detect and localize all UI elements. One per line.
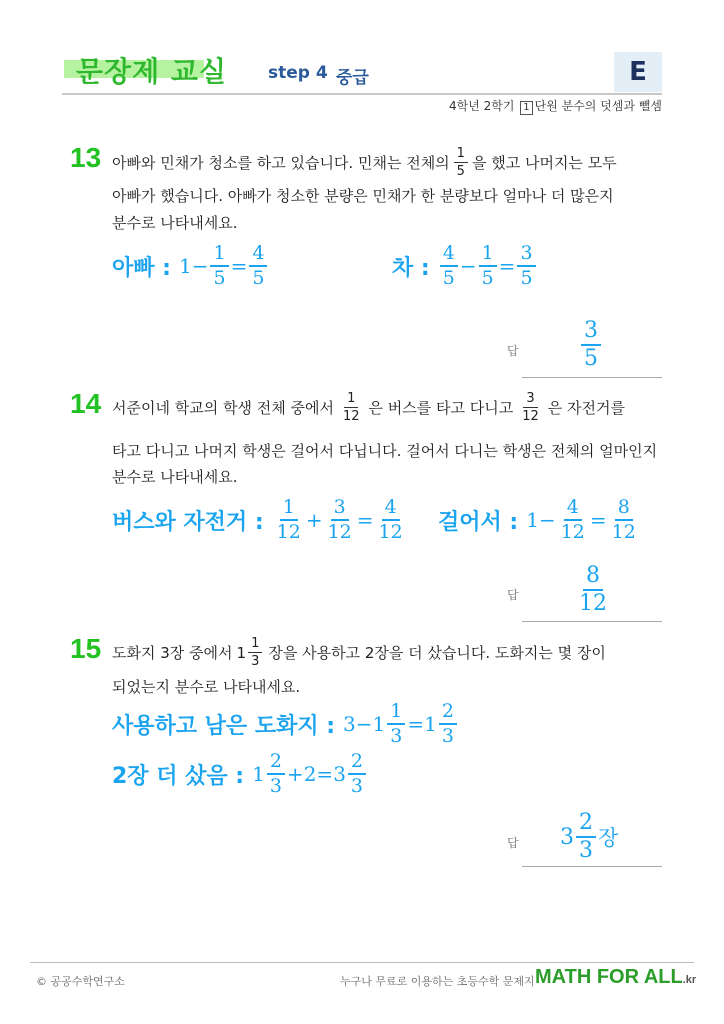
problem-15-mixed-number (237, 637, 265, 668)
footer-slogan: 누구나 무료로 이용하는 초등수학 문제지 (340, 975, 535, 988)
fraction-denominator: 12 (378, 521, 403, 543)
fraction-numerator: 1 (387, 702, 405, 725)
fraction-numerator: 4 (382, 498, 400, 521)
mixed-whole: 3 (560, 824, 574, 850)
fraction-denominator: 12 (276, 521, 301, 543)
fraction-numerator: 3 (517, 244, 535, 267)
solution-label: 사용하고 남은 도화지 : (112, 713, 336, 739)
site-logo (535, 966, 696, 989)
operator: − (191, 254, 209, 278)
fraction-numerator: 2 (348, 752, 366, 775)
problem-15-text-a: 도화지 3장 중에서 (112, 644, 233, 662)
solution-14-bus-bike (112, 498, 408, 542)
step-label: step 4 (268, 63, 328, 83)
fraction-denominator: 5 (252, 267, 265, 289)
fraction-denominator: 12 (611, 521, 636, 543)
solution-label: 아빠 : (112, 255, 171, 281)
fraction-numerator: 3 (523, 392, 537, 408)
problem-14-line-3: 분수로 나타내세요. (112, 468, 238, 486)
solution-fraction (325, 498, 355, 542)
solution-fraction (517, 244, 535, 288)
operator: − (459, 254, 477, 278)
answer-fraction (576, 565, 610, 615)
unit-subtitle (449, 97, 662, 115)
grade-box: E (614, 52, 662, 92)
mixed-whole: 1 (236, 643, 247, 662)
fraction-denominator: 3 (350, 775, 364, 797)
fraction-numerator: 2 (267, 752, 285, 775)
problem-number-15: 15 (70, 633, 102, 664)
problem-number-14: 14 (70, 388, 102, 419)
solution-label: 걸어서 : (438, 509, 519, 535)
solution-fraction (440, 244, 458, 288)
fraction-denominator: 5 (584, 346, 598, 371)
fraction-numerator: 1 (248, 637, 262, 653)
equals-sign: = (589, 508, 607, 532)
answer-fraction (581, 320, 601, 370)
fraction-denominator: 12 (342, 409, 360, 424)
operator: − (355, 712, 373, 736)
problem-14-text-c: 은 자전거를 (547, 399, 625, 417)
answer-label-14: 답 (507, 588, 519, 602)
fraction-numerator: 1 (479, 244, 497, 267)
problem-14-line-1 (112, 392, 625, 423)
problem-number-13: 13 (70, 142, 102, 173)
solution-mixed-number (424, 702, 459, 746)
problem-13-line-2: 아빠가 했습니다. 아빠가 청소한 분량은 민채가 한 분량보다 얼마나 더 많은지 (112, 187, 614, 205)
fraction-numerator: 1 (280, 498, 298, 521)
brand-title: 문장제 교실 (76, 55, 227, 88)
solution-mixed-number (373, 702, 408, 746)
mixed-whole: 1 (424, 712, 437, 736)
fraction-denominator: 5 (520, 267, 533, 289)
mixed-fraction (348, 752, 366, 796)
mixed-whole: 1 (372, 712, 386, 736)
fraction-numerator: 1 (454, 147, 468, 163)
solution-term: 3 (343, 712, 356, 736)
fraction-numerator: 1 (210, 244, 228, 267)
equals-sign: = (356, 508, 374, 532)
fraction-denominator: 5 (456, 164, 465, 179)
fraction-denominator: 12 (327, 521, 352, 543)
fraction-denominator: 12 (560, 521, 585, 543)
problem-13-line-1 (112, 147, 617, 178)
solution-13-dad (112, 244, 269, 288)
fraction-numerator: 2 (576, 812, 596, 838)
equals-sign: = (407, 712, 425, 736)
solution-fraction (274, 498, 304, 542)
mixed-fraction (387, 702, 405, 746)
subtitle-grade: 4학년 2학기 (448, 99, 515, 113)
problem-14-line-2: 타고 다니고 나머지 학생은 걸어서 다닙니다. 걸어서 다니는 학생은 전체의 얼마인지 (112, 442, 658, 460)
problem-13-fraction (454, 147, 468, 178)
fraction-denominator: 5 (213, 267, 226, 289)
solution-term: 2 (303, 762, 317, 786)
fraction-numerator: 8 (583, 565, 603, 591)
operator: − (538, 508, 556, 532)
fraction-denominator: 12 (522, 409, 539, 424)
solution-mixed-number (333, 752, 368, 796)
answer-mixed-number (560, 812, 598, 862)
fraction-numerator: 4 (440, 244, 458, 267)
fraction-denominator: 3 (441, 725, 454, 747)
fraction-denominator: 3 (390, 725, 403, 747)
mixed-whole: 1 (252, 762, 265, 786)
fraction-denominator: 3 (579, 838, 593, 863)
solution-mixed-number (252, 752, 287, 796)
fraction-numerator: 1 (344, 392, 358, 408)
logo-suffix: .kr (682, 974, 697, 986)
problem-15-text-b: 장을 사용하고 2장을 더 샀습니다. 도화지는 몇 장이 (268, 644, 606, 662)
solution-label: 2장 더 샀음 : (112, 763, 245, 789)
problem-13-text-b: 을 했고 나머지는 모두 (471, 154, 617, 172)
equals-sign: = (316, 762, 334, 786)
subtitle-unit: 단원 분수의 덧셈과 뺄셈 (534, 99, 662, 113)
unit-number: 1 (520, 101, 532, 115)
solution-fraction (558, 498, 588, 542)
solution-15-remaining (112, 702, 459, 746)
fraction-numerator: 3 (581, 320, 601, 346)
equals-sign: = (498, 254, 516, 278)
solution-fraction (210, 244, 228, 288)
answer-15 (560, 812, 618, 862)
solution-fraction (479, 244, 497, 288)
solution-term: 1 (526, 508, 539, 532)
answer-label-13: 답 (507, 344, 519, 358)
solution-15-total (112, 752, 368, 796)
solution-13-difference (392, 244, 538, 288)
fraction-numerator: 3 (331, 498, 349, 521)
answer-line-13 (522, 377, 662, 378)
mixed-fraction (267, 752, 285, 796)
problem-14-text-a: 서준이네 학교의 학생 전체 중에서 (112, 399, 334, 417)
header-divider (62, 93, 662, 95)
logo-text: MATH FOR ALL (535, 966, 683, 988)
answer-14 (574, 565, 612, 615)
problem-14-fraction-bike (519, 392, 542, 423)
fraction-numerator: 8 (615, 498, 633, 521)
operator: + (286, 762, 304, 786)
solution-label: 차 : (392, 255, 430, 281)
mixed-fraction (576, 812, 596, 862)
answer-label-15: 답 (507, 836, 519, 850)
operator: + (305, 508, 323, 532)
fraction-numerator: 4 (249, 244, 267, 267)
problem-13-text-a: 아빠와 민채가 청소를 하고 있습니다. 민채는 전체의 (112, 154, 450, 172)
footer-divider (30, 962, 694, 963)
fraction-denominator: 5 (442, 267, 455, 289)
problem-14-fraction-bus (340, 392, 363, 423)
solution-term: 1 (178, 254, 192, 278)
fraction-numerator: 4 (564, 498, 582, 521)
fraction-denominator: 5 (481, 267, 494, 289)
solution-fraction (609, 498, 639, 542)
answer-13 (579, 320, 603, 370)
problem-15-line-1 (112, 637, 606, 668)
copyright: © 공공수학연구소 (36, 975, 125, 988)
answer-line-15 (522, 866, 662, 867)
mixed-fraction (248, 637, 262, 668)
solution-fraction (376, 498, 406, 542)
problem-14-text-b: 은 버스를 타고 다니고 (368, 399, 514, 417)
answer-unit: 장 (598, 826, 619, 850)
solution-label: 버스와 자전거 : (112, 509, 264, 535)
fraction-denominator: 12 (579, 591, 607, 616)
mixed-whole: 3 (333, 762, 346, 786)
answer-line-14 (522, 621, 662, 622)
fraction-numerator: 2 (439, 702, 457, 725)
level-label: 중급 (336, 68, 369, 88)
equals-sign: = (230, 254, 248, 278)
problem-15-line-2: 되었는지 분수로 나타내세요. (112, 678, 301, 696)
fraction-denominator: 3 (251, 654, 260, 669)
solution-fraction (249, 244, 267, 288)
problem-13-line-3: 분수로 나타내세요. (112, 214, 238, 232)
mixed-fraction (439, 702, 457, 746)
solution-14-walking (438, 498, 641, 542)
fraction-denominator: 3 (269, 775, 282, 797)
